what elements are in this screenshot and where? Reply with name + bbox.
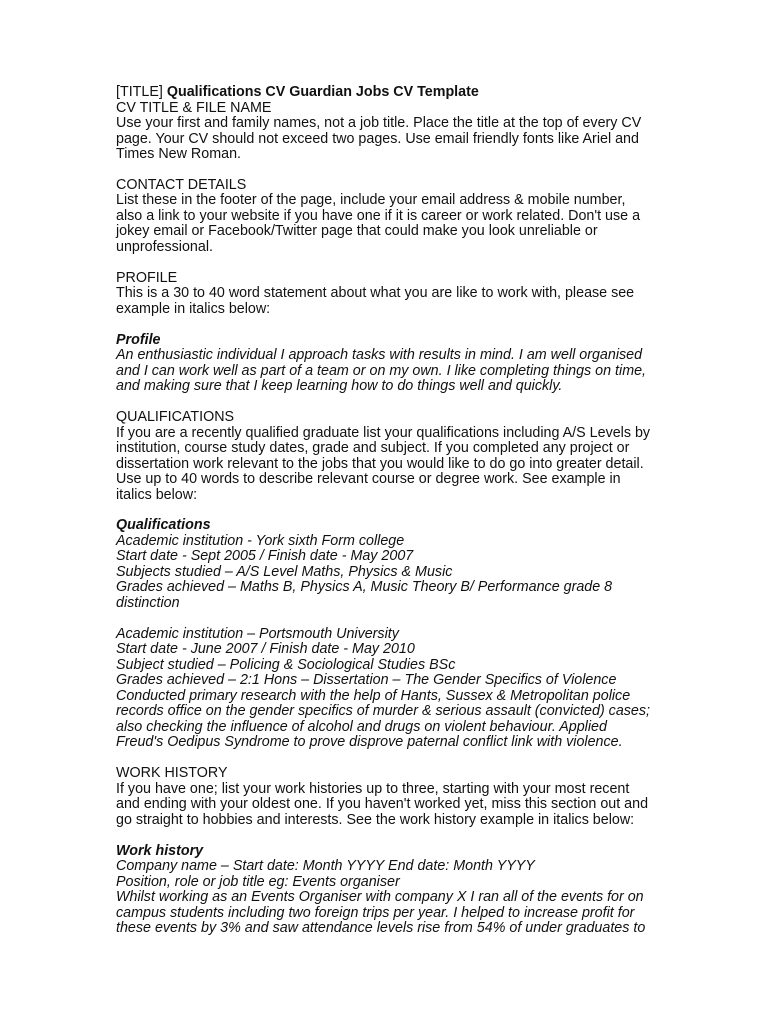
section-heading-cv-title: CV TITLE & FILE NAME	[116, 99, 272, 116]
body-line: Times New Roman.	[116, 146, 241, 162]
spacer	[116, 255, 652, 270]
body-line: page. Your CV should not exceed two pages. Use email friendly fonts like Ariel and	[116, 130, 639, 147]
example-heading-profile: Profile	[116, 331, 161, 348]
example-line: and I can work well as part of a team or on my own. I like completing things on time,	[116, 362, 647, 379]
spacer	[116, 611, 652, 626]
body-line: If you have one; list your work histories up to three, starting with your most recent	[116, 780, 630, 797]
example-line: Position, role or job title eg: Events organiser	[116, 873, 400, 890]
spacer	[116, 317, 652, 332]
section-heading-contact: CONTACT DETAILS	[116, 176, 247, 193]
body-line: Use up to 40 words to describe relevant course or degree work. See example in	[116, 471, 621, 488]
body-line: dissertation work relevant to the jobs that you would like to do go into greater detail.	[116, 455, 644, 472]
example-line: distinction	[116, 594, 180, 611]
title-tag: [TITLE]	[116, 84, 163, 100]
title-name: Qualifications CV Guardian Jobs CV Template	[166, 84, 479, 100]
example-line: these events by 3% and saw attendance levels rise from 54% of under graduates to	[116, 920, 646, 937]
spacer	[116, 395, 652, 410]
example-heading-work-history: Work history	[116, 842, 204, 859]
body-line: If you are a recently qualified graduate list your qualifications including A/S Levels by	[116, 424, 651, 441]
example-line: Freud's Oedipus Syndrome to prove disprove paternal conflict link with violence.	[116, 734, 623, 751]
spacer	[116, 751, 652, 766]
example-line: Subjects studied – A/S Level Maths, Physics & Music	[116, 563, 453, 580]
example-line: and making sure that I keep learning how to do things well and quickly.	[116, 378, 563, 395]
example-line: Grades achieved – 2:1 Hons – Dissertation – The Gender Specifics of Violence	[116, 672, 617, 689]
body-line: jokey email or Facebook/Twitter page that could make you look unreliable or	[116, 223, 598, 240]
body-line: and ending with your oldest one. If you haven't worked yet, miss this section out and	[116, 796, 649, 813]
body-line: italics below:	[116, 486, 198, 503]
example-line: campus students including two foreign trips per year. I helped to increase profit for	[116, 904, 635, 921]
example-line: Whilst working as an Events Organiser with company X I ran all of the events for on	[116, 889, 644, 906]
example-heading-qualifications: Qualifications	[116, 517, 211, 534]
example-line: Start date - June 2007 / Finish date - May 2010	[116, 641, 415, 658]
document-page	[116, 85, 652, 937]
section-heading-work-history: WORK HISTORY	[116, 765, 228, 782]
spacer	[116, 503, 652, 518]
example-line: Academic institution – Portsmouth University	[116, 625, 399, 642]
example-line: An enthusiastic individual I approach tasks with results in mind. I am well organised	[116, 347, 643, 364]
body-line: institution, course study dates, grade and subject. If you completed any project or	[116, 440, 630, 457]
spacer	[116, 163, 652, 178]
example-line: Grades achieved – Maths B, Physics A, Music Theory B/ Performance grade 8	[116, 579, 613, 596]
document-title	[116, 85, 652, 101]
example-line: records office on the gender specifics of murder & serious assault (convicted) cases;	[116, 703, 650, 720]
section-heading-profile: PROFILE	[116, 269, 178, 286]
example-line: Conducted primary research with the help of Hants, Sussex & Metropolitan police	[116, 687, 631, 704]
body-line: also a link to your website if you have one if it is career or work related. Don't use a	[116, 207, 641, 224]
spacer	[116, 828, 652, 843]
example-line: Subject studied – Policing & Sociological Studies BSc	[116, 656, 456, 673]
body-line: This is a 30 to 40 word statement about what you are like to work with, please see	[116, 285, 635, 302]
body-line: Use your first and family names, not a job title. Place the title at the top of every CV	[116, 115, 642, 131]
example-line: Start date - Sept 2005 / Finish date - May 2007	[116, 548, 414, 565]
body-line: unprofessional.	[116, 238, 213, 255]
body-line: example in italics below:	[116, 300, 271, 317]
example-line: Academic institution - York sixth Form college	[116, 532, 405, 549]
example-line: also checking the influence of alcohol and drugs on violent behaviour. Applied	[116, 718, 607, 735]
body-line: go straight to hobbies and interests. See the work history example in italics below:	[116, 811, 635, 828]
section-heading-qualifications: QUALIFICATIONS	[116, 409, 235, 426]
example-line: Company name – Start date: Month YYYY End date: Month YYYY	[116, 858, 535, 875]
body-line: List these in the footer of the page, include your email address & mobile number,	[116, 192, 626, 209]
